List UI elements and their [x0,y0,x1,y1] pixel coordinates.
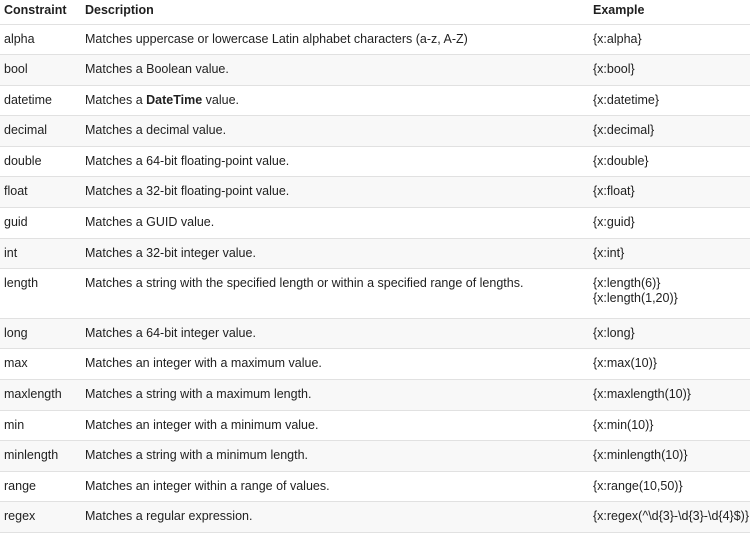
table-row [0,146,750,177]
constraint-cell: guid [0,208,80,239]
example-text: {x:datetime} [593,92,660,107]
example-cell [588,318,750,349]
table-row [0,410,750,441]
example-cell [588,24,750,55]
example-text: {x:regex(^\d{3}-\d{3}-\d{4}$)} [593,509,749,524]
description-cell: Matches a regular expression. [80,502,588,533]
description-bold-term: DateTime [146,92,203,107]
constraint-cell: datetime [0,85,80,116]
example-cell [588,238,750,269]
example-cell [588,471,750,502]
header-example: Example [588,0,750,24]
example-text: {x:bool} [593,62,635,77]
description-cell: Matches a string with a maximum length. [80,380,588,411]
example-cell [588,146,750,177]
table-row [0,380,750,411]
description-cell: Matches a Boolean value. [80,55,588,86]
table-header-row [0,0,750,24]
example-text: {x:decimal} [593,123,655,138]
table-row [0,441,750,472]
constraint-cell: range [0,471,80,502]
description-text: Matches a [85,92,147,107]
description-cell: Matches a 32-bit integer value. [80,238,588,269]
description-cell: Matches a 64-bit floating-point value. [80,146,588,177]
example-cell [588,502,750,533]
example-text: {x:guid} [593,215,635,230]
example-text: {x:maxlength(10)} [593,387,691,402]
constraint-cell: regex [0,502,80,533]
example-cell [588,269,750,319]
constraint-cell: int [0,238,80,269]
example-text: {x:range(10,50)} [593,478,683,493]
example-cell [588,116,750,147]
example-text: {x:double} [593,153,649,168]
example-cell [588,208,750,239]
description-cell: Matches a 64-bit integer value. [80,318,588,349]
description-cell: Matches uppercase or lowercase Latin alphabet characters (a-z, A-Z) [80,24,588,55]
description-text: value. [202,92,240,107]
example-cell [588,55,750,86]
table-row [0,471,750,502]
description-cell: Matches a string with a minimum length. [80,441,588,472]
table-row [0,502,750,533]
header-constraint: Constraint [0,0,80,24]
example-text: {x:length(6)} [593,276,661,291]
table-row [0,24,750,55]
example-text: {x:minlength(10)} [593,448,688,463]
table-row [0,116,750,147]
constraint-cell: bool [0,55,80,86]
table-row [0,177,750,208]
table-row [0,55,750,86]
table-row [0,318,750,349]
constraint-cell: float [0,177,80,208]
constraint-cell: long [0,318,80,349]
table-row [0,85,750,116]
constraint-cell: decimal [0,116,80,147]
example-cell [588,380,750,411]
description-cell: Matches a GUID value. [80,208,588,239]
example-text: {x:max(10)} [593,356,657,371]
example-text: {x:alpha} [593,31,642,46]
example-cell [588,410,750,441]
example-cell [588,349,750,380]
table-row [0,238,750,269]
example-text: {x:float} [593,184,635,199]
description-cell: Matches an integer within a range of values. [80,471,588,502]
constraint-cell: length [0,269,80,319]
header-description: Description [80,0,588,24]
example-cell [588,85,750,116]
constraint-cell: max [0,349,80,380]
description-cell: Matches a decimal value. [80,116,588,147]
example-cell [588,441,750,472]
constraint-cell: minlength [0,441,80,472]
example-text: {x:length(1,20)} [593,291,678,306]
example-cell [588,177,750,208]
description-cell: Matches a string with the specified length or within a specified range of lengths. [80,269,588,319]
example-text: {x:int} [593,245,625,260]
description-cell: Matches an integer with a minimum value. [80,410,588,441]
description-cell [80,85,588,116]
constraint-cell: double [0,146,80,177]
example-text: {x:long} [593,325,635,340]
table-row [0,269,750,319]
constraint-cell: min [0,410,80,441]
constraint-cell: alpha [0,24,80,55]
table-row [0,349,750,380]
description-cell: Matches a 32-bit floating-point value. [80,177,588,208]
description-cell: Matches an integer with a maximum value. [80,349,588,380]
table-row [0,208,750,239]
example-text: {x:min(10)} [593,417,654,432]
constraint-cell: maxlength [0,380,80,411]
